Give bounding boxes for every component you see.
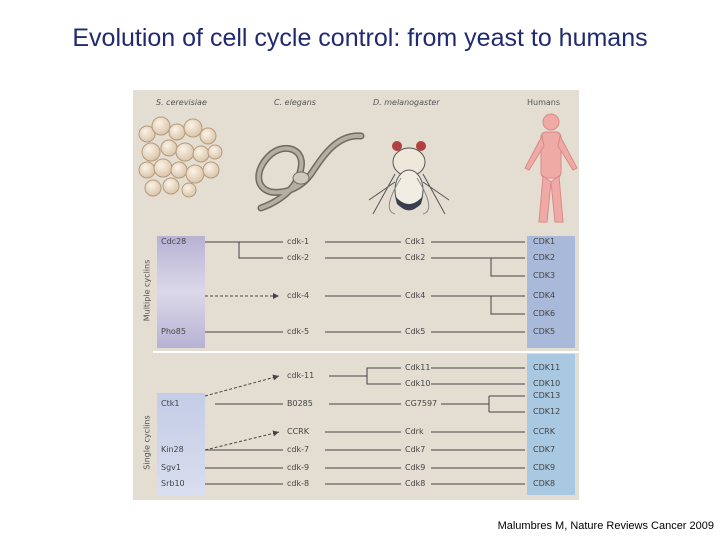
gene-worm-cdk9: cdk-9	[287, 463, 310, 472]
gene-fly-cdk5: Cdk5	[405, 327, 426, 336]
gene-human-cdk7: CDK7	[533, 445, 556, 454]
gene-human-cdk9: CDK9	[533, 463, 556, 472]
ortholog-lines	[205, 242, 525, 484]
species-label-human: Humans	[527, 98, 561, 107]
gene-human-cdk12: CDK12	[533, 407, 561, 416]
gene-human-cdk3: CDK3	[533, 271, 556, 280]
gene-human-cdk13: CDK13	[533, 391, 561, 400]
gene-worm-ccrk: CCRK	[287, 427, 309, 436]
species-label-worm: C. elegans	[274, 98, 316, 107]
gene-human-ccrk: CCRK	[533, 427, 555, 436]
gene-human-cdk6: CDK6	[533, 309, 556, 318]
single-cyclins-label: Single cyclins	[142, 415, 152, 470]
cdk-evolution-figure	[133, 90, 579, 500]
gene-yeast-sgv1: Sgv1	[161, 463, 181, 472]
gene-fly-cdk1: Cdk1	[405, 237, 426, 246]
gene-worm-cdk4: cdk-4	[287, 291, 310, 300]
gene-fly-cdk11: Cdk11	[405, 363, 431, 372]
gene-fly-cdrk: Cdrk	[405, 427, 424, 436]
multiple-cyclins-label: Multiple cyclins	[142, 259, 152, 322]
gene-fly-cdk4: Cdk4	[405, 291, 426, 300]
gene-fly-cdk10: Cdk10	[405, 379, 431, 388]
worm-illustration	[259, 136, 361, 208]
gene-worm-cdk1: cdk-1	[287, 237, 310, 246]
gene-fly-cg7597: CG7597	[405, 399, 438, 408]
gene-fly-cdk2: Cdk2	[405, 253, 426, 262]
gene-yeast-kin28: Kin28	[161, 445, 184, 454]
species-label-fly: D. melanogaster	[373, 98, 440, 107]
gene-worm-cdk8: cdk-8	[287, 479, 310, 488]
gene-worm-b0285: B0285	[287, 399, 313, 408]
fly-illustration	[369, 141, 449, 214]
citation: Malumbres M, Nature Reviews Cancer 2009	[497, 520, 714, 532]
gene-yeast-srb10: Srb10	[161, 479, 185, 488]
gene-worm-cdk5: cdk-5	[287, 327, 310, 336]
gene-human-cdk8: CDK8	[533, 479, 556, 488]
gene-worm-cdk11: cdk-11	[287, 371, 315, 380]
gene-human-cdk5: CDK5	[533, 327, 556, 336]
gene-fly-cdk9: Cdk9	[405, 463, 426, 472]
yeast-cells-illustration	[139, 117, 222, 197]
gene-human-cdk1: CDK1	[533, 237, 556, 246]
figure-graphics	[133, 90, 579, 500]
gene-human-cdk2: CDK2	[533, 253, 556, 262]
gene-human-cdk11: CDK11	[533, 363, 561, 372]
gene-fly-cdk7: Cdk7	[405, 445, 426, 454]
gene-human-cdk10: CDK10	[533, 379, 561, 388]
species-label-yeast: S. cerevisiae	[156, 98, 207, 107]
slide-title: Evolution of cell cycle control: from yeast to humans	[72, 24, 648, 52]
gene-yeast-ctk1: Ctk1	[161, 399, 180, 408]
gene-worm-cdk2: cdk-2	[287, 253, 310, 262]
human-illustration	[525, 114, 577, 222]
gene-human-cdk4: CDK4	[533, 291, 556, 300]
gene-worm-cdk7: cdk-7	[287, 445, 310, 454]
gene-fly-cdk8: Cdk8	[405, 479, 426, 488]
gene-yeast-cdc28: Cdc28	[161, 237, 187, 246]
gene-yeast-pho85: Pho85	[161, 327, 186, 336]
